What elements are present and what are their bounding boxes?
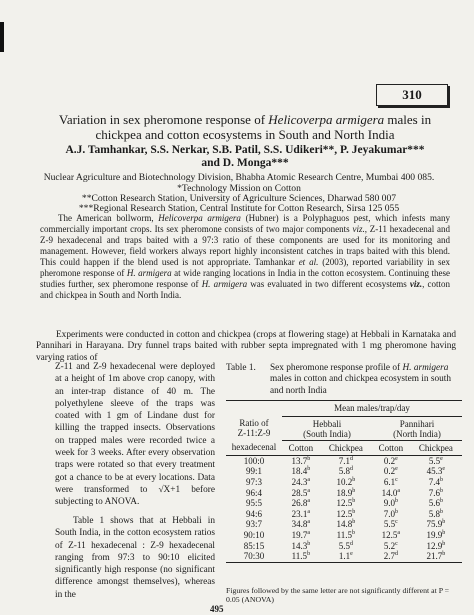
value-cell xyxy=(372,519,410,530)
value-cell xyxy=(372,466,410,477)
value-cell xyxy=(320,466,372,477)
mean-value: 12.9 xyxy=(426,540,443,551)
abstract xyxy=(40,213,450,301)
significance-letter: b xyxy=(442,530,446,537)
significance-letter: c xyxy=(395,477,398,484)
significance-letter: c xyxy=(395,540,398,547)
mean-value: 21.7 xyxy=(426,551,443,562)
ratio-cell: 100:0 xyxy=(243,455,265,466)
significance-letter: e xyxy=(440,455,443,462)
table-row xyxy=(226,477,462,488)
abstract-text: (Hubner) is a Polyphaguos pest, which infests many commercially important crops. Its sex pheromone consists of two major components xyxy=(40,213,450,234)
mean-value: 7.0 xyxy=(383,508,395,519)
significance-letter: b xyxy=(352,498,356,505)
value-cell xyxy=(372,509,410,520)
mean-value: 12.5 xyxy=(336,508,353,519)
mean-value: 26.8 xyxy=(291,498,308,509)
significance-letter: a xyxy=(307,530,311,537)
mean-value: 18.9 xyxy=(336,487,353,498)
caption-text: Sex pheromone response profile of xyxy=(270,363,403,373)
row-header-line3: hexadecenal xyxy=(231,442,277,453)
significance-letter: a xyxy=(307,477,311,484)
significance-letter: b xyxy=(352,477,356,484)
ratio-cell: 90:10 xyxy=(243,530,265,541)
mean-value: 5.5 xyxy=(383,519,396,530)
mean-value: 5.8 xyxy=(338,466,350,477)
value-cell xyxy=(372,541,410,552)
significance-letter: a xyxy=(397,530,401,537)
abstract-viz: viz. xyxy=(352,224,365,234)
mean-value: 10.2 xyxy=(336,477,353,488)
table-row xyxy=(226,498,462,509)
abstract-text: at wide ranging locations in India in the cotton ecosystem. Continuing these studies further, sex pheromone response of xyxy=(40,268,451,289)
value-cell xyxy=(410,477,462,488)
significance-letter: b xyxy=(307,466,311,473)
table-row xyxy=(226,519,462,530)
significance-letter: a xyxy=(307,498,311,505)
row-header xyxy=(226,416,282,440)
value-cell xyxy=(282,488,320,499)
mean-value: 7.1 xyxy=(338,455,350,466)
significance-letter: a xyxy=(307,487,311,494)
col-header-chickpea: Chickpea xyxy=(418,442,453,453)
title-species: Helicoverpa armigera xyxy=(268,112,385,127)
mean-value: 75.9 xyxy=(426,519,443,530)
results-paragraph: Table 1 shows that at Hebbali in South India, in the cotton ecosystem ratios of Z-11 hexadecenal : Z-9 hexadecenal ranging from 97:3 to 90:10 elicited significantly high response (no significant difference amongst themselves), whereas in the xyxy=(55,516,215,600)
mean-value: 34.8 xyxy=(291,519,308,530)
paper-title xyxy=(40,112,450,142)
table-row xyxy=(226,488,462,499)
significance-letter: b xyxy=(439,487,443,494)
value-cell xyxy=(320,519,372,530)
ratio-cell: 94:6 xyxy=(245,508,262,519)
significance-letter: a xyxy=(307,508,311,515)
significance-letter: d xyxy=(349,540,353,547)
value-cell xyxy=(372,477,410,488)
significance-letter: d xyxy=(349,455,353,462)
row-header-line1: Ratio of xyxy=(239,417,269,428)
mean-value: 9.0 xyxy=(383,498,395,509)
significance-letter: b xyxy=(352,487,356,494)
significance-letter: b xyxy=(394,498,398,505)
mean-value: 6.1 xyxy=(383,477,396,488)
mean-value: 14.8 xyxy=(336,519,353,530)
significance-letter: b xyxy=(307,551,311,558)
value-cell xyxy=(282,530,320,541)
significance-letter: e xyxy=(395,466,398,473)
significance-letter: b xyxy=(442,540,446,547)
value-cell xyxy=(282,509,320,520)
significance-letter: b xyxy=(442,519,446,526)
table-row xyxy=(226,509,462,520)
value-cell xyxy=(320,509,372,520)
significance-letter: b xyxy=(439,477,443,484)
value-cell xyxy=(282,541,320,552)
abstract-species: H. armigera xyxy=(201,279,248,289)
caption-text: males in cotton and chickpea ecosystem in south and north India xyxy=(270,374,451,396)
table-row xyxy=(226,455,462,466)
row-header-line2: Z-11:Z-9 xyxy=(237,428,271,439)
mean-value: 45.3 xyxy=(426,466,443,477)
affiliation-3: **Cotton Research Station, University of Agriculture Sciences, Dharwad 580 007 xyxy=(81,193,397,204)
significance-letter: b xyxy=(394,508,398,515)
authors-line1: A.J. Tamhankar, S.S. Nerkar, S.B. Patil, S.S. Udikeri**, P. Jeyakumar*** xyxy=(65,144,425,156)
significance-letter: d xyxy=(394,551,398,558)
mean-value: 5.5 xyxy=(338,540,350,551)
significance-letter: b xyxy=(352,519,356,526)
abstract-etal: et al. xyxy=(298,257,319,267)
value-cell xyxy=(282,498,320,509)
ratio-cell: 96:4 xyxy=(245,487,262,498)
ratio-cell: 85:15 xyxy=(243,540,265,551)
abstract-text: The American bollworm, xyxy=(58,213,159,223)
table-row xyxy=(226,530,462,541)
location-hebbali xyxy=(282,416,372,440)
mean-value: 7.4 xyxy=(428,477,440,488)
value-cell xyxy=(410,541,462,552)
value-cell xyxy=(320,455,372,466)
mean-value: 23.1 xyxy=(291,508,308,519)
col-header-cotton: Cotton xyxy=(378,442,404,453)
folio-number: 495 xyxy=(210,604,224,614)
significance-letter: a xyxy=(397,487,401,494)
value-cell xyxy=(282,519,320,530)
ratio-cell: 99:1 xyxy=(245,466,262,477)
affiliation-1: Nuclear Agriculture and Biotechnology Division, Bhabha Atomic Research Centre, Mumbai 400 085. xyxy=(43,172,435,183)
authors-line2: and D. Monga*** xyxy=(201,157,289,169)
mean-value: 5.8 xyxy=(428,508,440,519)
significance-letter: b xyxy=(442,551,446,558)
mean-value: 13.7 xyxy=(291,455,308,466)
abstract-species: H. armigera xyxy=(126,268,172,278)
table-row xyxy=(226,551,462,562)
value-cell xyxy=(320,488,372,499)
value-cell xyxy=(282,477,320,488)
location1-region: (South India) xyxy=(303,429,351,440)
value-cell xyxy=(410,498,462,509)
abstract-text: , Z-11 hexadecenal and Z-9 hexadecenal and traps baited with a 97:3 ratio of these components are used for its monitoring and management. However, field workers always report highly inconsistent catches in traps baited with this blend. This could happen if the blend used is not appropriate. Tamhankar xyxy=(40,224,451,267)
value-cell xyxy=(320,541,372,552)
table-spanner: Mean males/trap/day xyxy=(282,401,462,417)
methods-paragraph: Experiments were conducted in cotton and chickpea (crops at flowering stage) at Hebbali in Karnataka and Pannihari in Harayana. Dry funnel traps baited with rubber septa impregnated with 1 mg pheromone having varying ratios of xyxy=(36,330,456,363)
value-cell xyxy=(282,466,320,477)
mean-value: 5.5 xyxy=(428,455,441,466)
table-label: Table 1. xyxy=(226,363,256,373)
mean-value: 19.7 xyxy=(291,530,308,541)
value-cell xyxy=(410,551,462,562)
pheromone-response-table xyxy=(226,400,462,563)
value-cell xyxy=(282,551,320,562)
value-cell xyxy=(282,455,320,466)
mean-value: 1.1 xyxy=(338,551,351,562)
mean-value: 2.7 xyxy=(383,551,395,562)
value-cell xyxy=(320,530,372,541)
significance-letter: a xyxy=(307,519,311,526)
page-number-box: 310 xyxy=(376,84,448,106)
author-list xyxy=(40,144,450,170)
value-cell xyxy=(410,455,462,466)
location2-region: (North India) xyxy=(393,429,441,440)
significance-letter: b xyxy=(307,540,311,547)
value-cell xyxy=(320,498,372,509)
mean-value: 18.4 xyxy=(291,466,308,477)
significance-letter: e xyxy=(395,455,398,462)
col-header-cotton: Cotton xyxy=(288,442,314,453)
mean-value: 5.2 xyxy=(383,540,396,551)
mean-value: 14.3 xyxy=(291,540,308,551)
significance-letter: b xyxy=(352,530,356,537)
value-cell xyxy=(410,466,462,477)
ratio-cell: 70:30 xyxy=(243,551,265,562)
significance-letter: d xyxy=(349,466,353,473)
mean-value: 7.6 xyxy=(428,487,440,498)
significance-letter: e xyxy=(442,466,446,473)
scan-edge-mark xyxy=(0,22,4,52)
caption-species: H. armigera xyxy=(402,363,449,373)
value-cell xyxy=(372,551,410,562)
abstract-viz: viz. xyxy=(409,279,423,289)
mean-value: 19.9 xyxy=(426,530,443,541)
value-cell xyxy=(320,477,372,488)
value-cell xyxy=(372,488,410,499)
title-line1-post: males in xyxy=(384,112,432,127)
ratio-cell: 95:5 xyxy=(245,498,262,509)
mean-value: 0.2 xyxy=(383,455,396,466)
affiliation-2: *Technology Mission on Cotton xyxy=(177,183,301,194)
significance-letter: c xyxy=(395,519,398,526)
value-cell xyxy=(410,509,462,520)
abstract-text: was evaluated in two different ecosystems xyxy=(247,279,410,289)
ratio-cell: 93:7 xyxy=(245,519,262,530)
value-cell xyxy=(372,530,410,541)
location1-name: Hebbali xyxy=(312,418,342,429)
significance-letter: e xyxy=(350,551,353,558)
value-cell xyxy=(410,519,462,530)
ratio-cell: 97:3 xyxy=(245,477,262,488)
significance-letter: b xyxy=(439,508,443,515)
table-footnote: Figures followed by the same letter are not significantly different at P = 0.05 (ANOVA) xyxy=(226,586,450,604)
value-cell xyxy=(320,551,372,562)
abstract-text: , cotton and chickpea in South and North India. xyxy=(40,279,450,300)
mean-value: 11.5 xyxy=(291,551,308,562)
title-line1-pre: Variation in sex pheromone response of xyxy=(58,112,269,127)
abstract-text: (2003), reported variability in sex pheromone response of xyxy=(40,257,450,278)
col-header-chickpea: Chickpea xyxy=(328,442,363,453)
table-body xyxy=(226,455,462,562)
table-row xyxy=(226,466,462,477)
table-caption xyxy=(270,363,460,397)
affiliation-4: ***Regional Research Station, Central Institute for Cotton Research, Sirsa 125 055 xyxy=(78,203,400,214)
significance-letter: b xyxy=(352,508,356,515)
value-cell xyxy=(410,488,462,499)
mean-value: 12.5 xyxy=(381,530,398,541)
mean-value: 14.0 xyxy=(381,487,398,498)
significance-letter: b xyxy=(439,498,443,505)
title-line2: chickpea and cotton ecosystems in South and North India xyxy=(95,127,395,142)
mean-value: 5.6 xyxy=(428,498,440,509)
table-corner xyxy=(226,401,282,417)
table-row xyxy=(226,541,462,552)
methods-continued: Z-11 and Z-9 hexadecenal were deployed at a height of 1m above crop canopy, with an inter-trap distance of 40 m. The polyethylene sleeve of the traps was coated with 1 gm of Lindane dust for killing the trapped insects. Observations on trapped males were recorded twice a week for 3 weeks. After every observation traps were rotated so that every treatment got a chance to be at every locations. Data were transformed to √X+1 before subjecting to ANOVA. xyxy=(55,362,215,508)
value-cell xyxy=(410,530,462,541)
mean-value: 0.2 xyxy=(383,466,396,477)
location2-name: Pannihari xyxy=(399,418,435,429)
mean-value: 12.5 xyxy=(336,498,353,509)
mean-value: 28.5 xyxy=(291,487,308,498)
mean-value: 24.3 xyxy=(291,477,308,488)
abstract-species: Helicoverpa armigera xyxy=(158,213,241,223)
value-cell xyxy=(372,455,410,466)
mean-value: 11.5 xyxy=(336,530,353,541)
value-cell xyxy=(372,498,410,509)
significance-letter: b xyxy=(307,455,311,462)
location-pannihari xyxy=(372,416,462,440)
